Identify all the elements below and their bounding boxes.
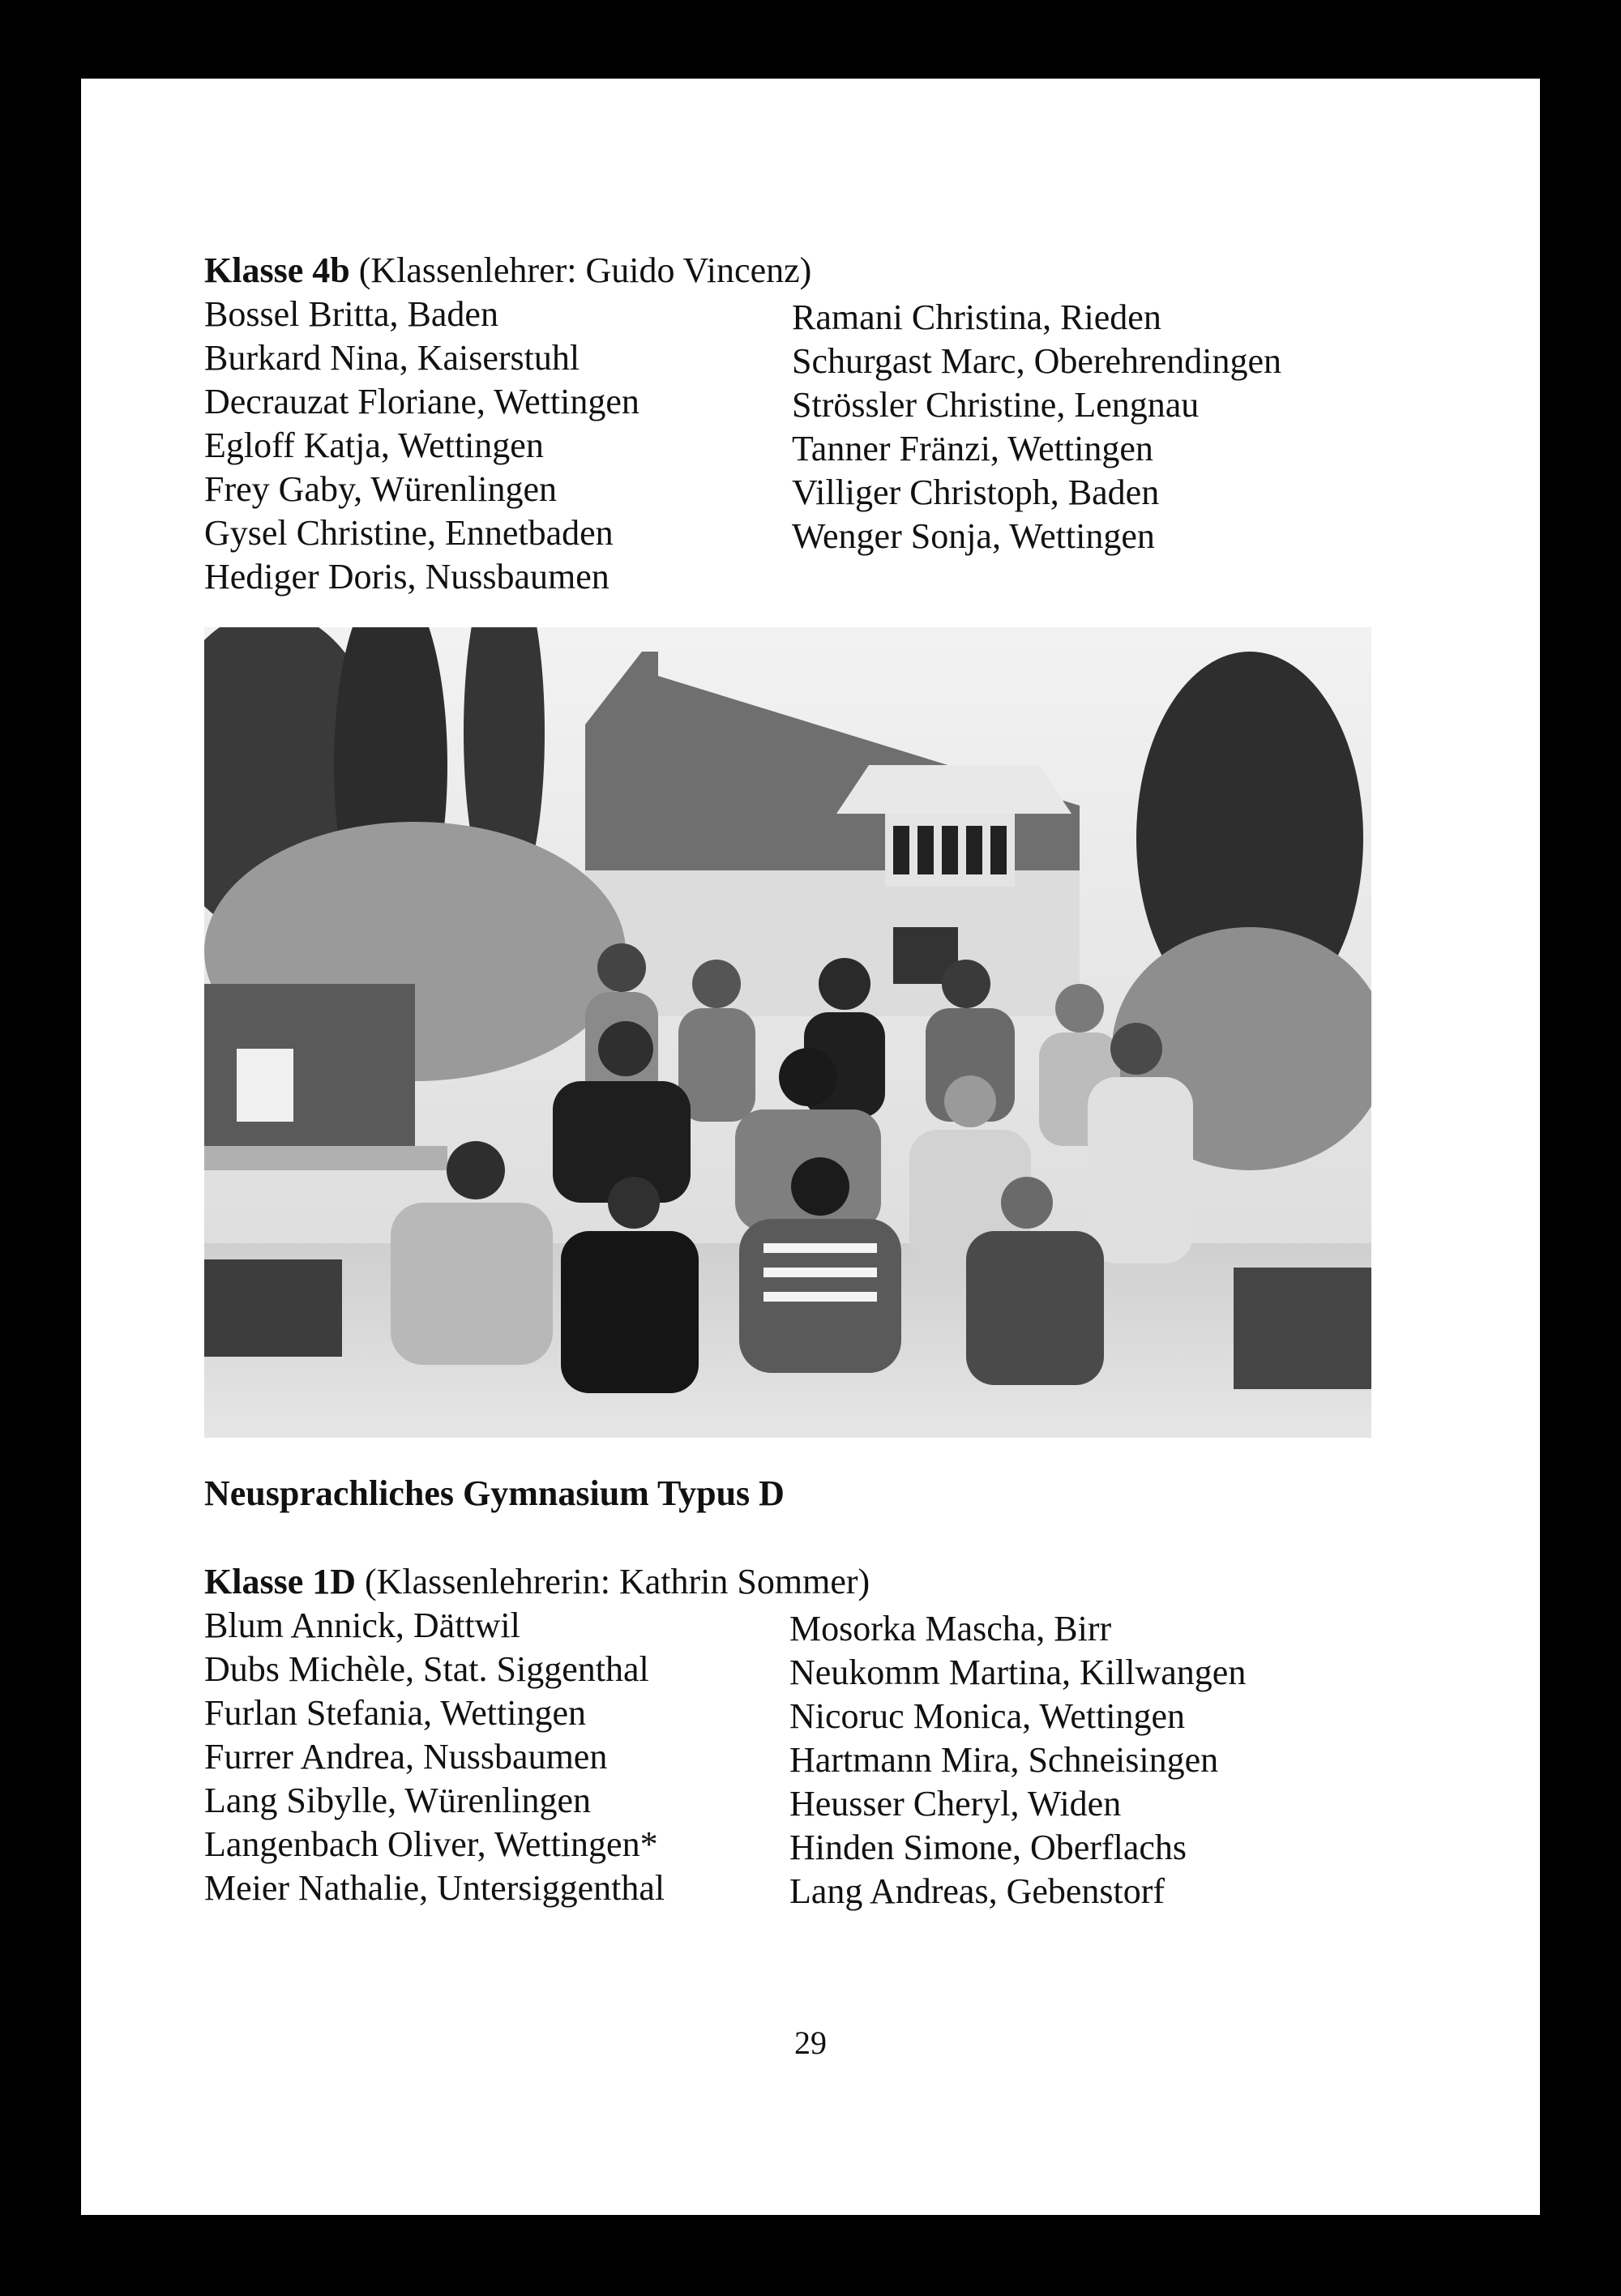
student-entry: Frey Gaby, Würenlingen	[204, 469, 557, 509]
student-entry: Hartmann Mira, Schneisingen	[789, 1740, 1219, 1780]
class-1d-heading	[204, 1560, 870, 1604]
student-entry: Furlan Stefania, Wettingen	[204, 1693, 586, 1733]
document-page	[81, 79, 1540, 2215]
student-entry: Blum Annick, Dättwil	[204, 1605, 520, 1645]
class-4b-right-list	[792, 296, 1281, 558]
student-entry: Decrauzat Floriane, Wettingen	[204, 382, 639, 421]
student-entry: Ramani Christina, Rieden	[792, 297, 1161, 337]
student-entry: Heusser Cheryl, Widen	[789, 1784, 1122, 1824]
student-entry: Meier Nathalie, Untersiggenthal	[204, 1868, 665, 1908]
student-entry: Hinden Simone, Oberflachs	[789, 1828, 1187, 1867]
student-entry: Dubs Michèle, Stat. Siggenthal	[204, 1649, 649, 1689]
class-4b-title: Klasse 4b	[204, 250, 350, 290]
student-entry: Bossel Britta, Baden	[204, 294, 498, 334]
class-photo	[204, 627, 1371, 1438]
student-entry: Lang Sibylle, Würenlingen	[204, 1781, 591, 1820]
class-4b-heading	[204, 249, 811, 293]
student-entry: Neukomm Martina, Killwangen	[789, 1653, 1247, 1692]
student-entry: Furrer Andrea, Nussbaumen	[204, 1737, 608, 1777]
student-entry: Hediger Doris, Nussbaumen	[204, 557, 609, 596]
student-entry: Nicoruc Monica, Wettingen	[789, 1696, 1186, 1736]
page-number: 29	[794, 2024, 827, 2061]
student-entry: Egloff Katja, Wettingen	[204, 425, 544, 465]
class-1d-left-list	[204, 1604, 665, 1910]
student-entry: Schurgast Marc, Oberehrendingen	[792, 341, 1281, 381]
class-1d-teacher: (Klassenlehrerin: Kathrin Sommer)	[356, 1562, 870, 1601]
student-entry: Burkard Nina, Kaiserstuhl	[204, 338, 580, 378]
class-4b-teacher: (Klassenlehrer: Guido Vincenz)	[349, 250, 812, 290]
class-4b-left-list	[204, 293, 639, 599]
student-entry: Wenger Sonja, Wettingen	[792, 516, 1155, 556]
student-entry: Tanner Fränzi, Wettingen	[792, 429, 1153, 468]
student-entry: Lang Andreas, Gebenstorf	[789, 1871, 1165, 1911]
student-entry: Strössler Christine, Lengnau	[792, 385, 1200, 425]
section-title: Neusprachliches Gymnasium Typus D	[204, 1473, 785, 1513]
class-1d-title: Klasse 1D	[204, 1562, 356, 1601]
student-entry: Mosorka Mascha, Birr	[789, 1609, 1112, 1648]
class-1d-right-list	[789, 1607, 1246, 1913]
student-entry: Gysel Christine, Ennetbaden	[204, 513, 614, 553]
student-entry: Villiger Christoph, Baden	[792, 472, 1160, 512]
student-entry: Langenbach Oliver, Wettingen*	[204, 1824, 658, 1864]
